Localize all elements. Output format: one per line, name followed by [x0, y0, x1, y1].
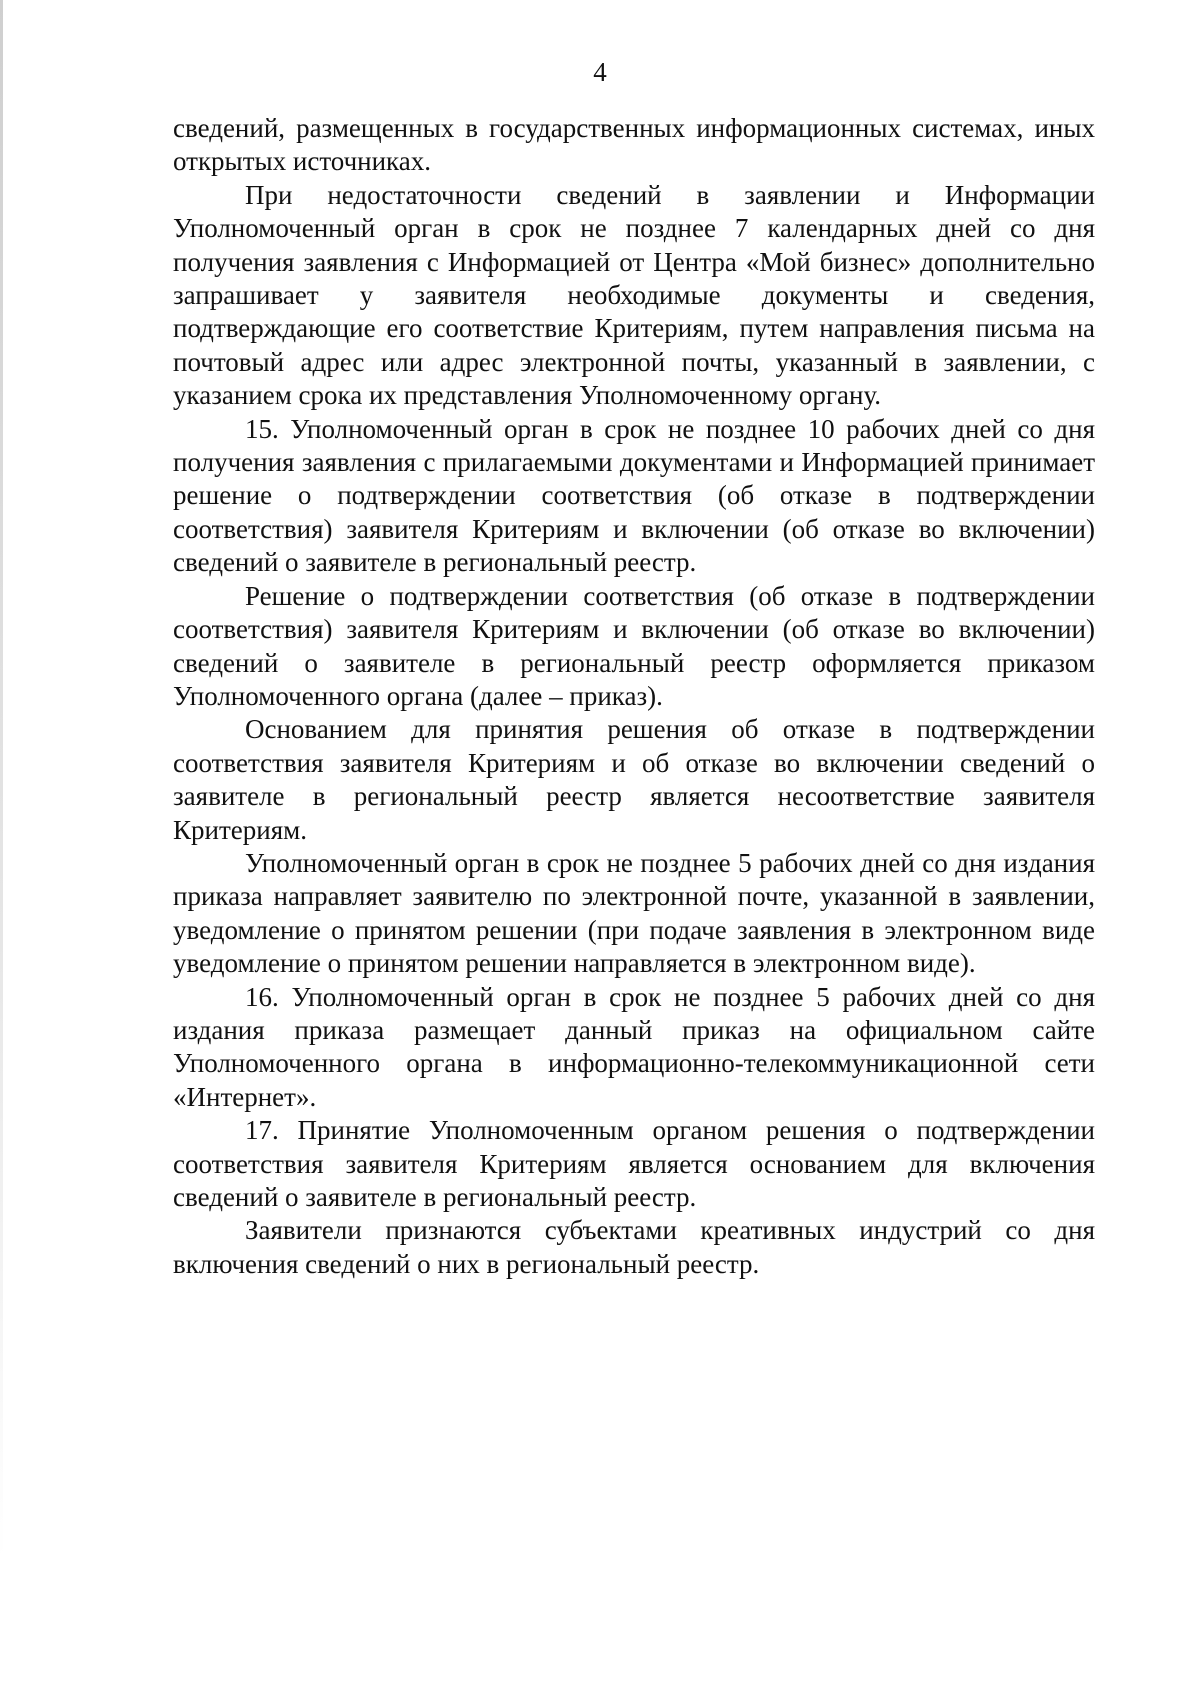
paragraph-item-15: 15. Уполномоченный орган в срок не позднее 10 рабочих дней со дня получения заявления с прилагаемыми документами и Информацией принимает решение о подтверждении соответствия (об отказе в подтверждении соответствия) заявителя Критериям и включении (об отказе во включении) сведений о заявителе в региональный реестр.: [173, 413, 1095, 578]
paragraph-continuation: сведений, размещенных в государственных информационных системах, иных открытых источниках.: [173, 113, 1095, 177]
paragraph-decision-order: Решение о подтверждении соответствия (об отказе в подтверждении соответствия) заявителя Критериям и включении (об отказе во включении) сведений о заявителе в региональный реестр оформляется приказом Уполномоченного органа (далее – приказ).: [173, 580, 1095, 711]
page-number: 4: [593, 57, 607, 87]
paragraph-item-17: 17. Принятие Уполномоченным органом решения о подтверждении соответствия заявителя Критериям является основанием для включения сведений о заявителе в региональный реестр.: [173, 1115, 1095, 1212]
paragraph-recognition: Заявители признаются субъектами креативных индустрий со дня включения сведений о них в региональный реестр.: [173, 1215, 1095, 1279]
paragraph-notification: Уполномоченный орган в срок не позднее 5 рабочих дней со дня издания приказа направляет заявителю по электронной почте, указанной в заявлении, уведомление о принятом решении (при подаче заявления в электронном виде уведомление о принятом решении направляется в электронном виде).: [173, 847, 1095, 979]
paragraph-refusal-grounds: Основанием для принятия решения об отказе в подтверждении соответствия заявителя Критериям и об отказе во включении сведений о заявителе в региональный реестр является несоответствие заявителя Критериям.: [173, 714, 1095, 845]
paragraph-item-16: 16. Уполномоченный орган в срок не позднее 5 рабочих дней со дня издания приказа размещает данный приказ на официальном сайте Уполномоченного органа в информационно-телекоммуникационной сети «Интернет».: [173, 981, 1095, 1112]
scan-edge: [0, 0, 3, 1560]
document-body: [173, 112, 1095, 1281]
paragraph-insufficient-info: При недостаточности сведений в заявлении и Информации Уполномоченный орган в срок не позднее 7 календарных дней со дня получения заявления с Информацией от Центра «Мой бизнес» дополнительно запрашивает у заявителя необходимые документы и сведения, подтверждающие его соответствие Критериям, путем направления письма на почтовый адрес или адрес электронной почты, указанный в заявлении, с указанием срока их представления Уполномоченному органу.: [173, 179, 1095, 411]
